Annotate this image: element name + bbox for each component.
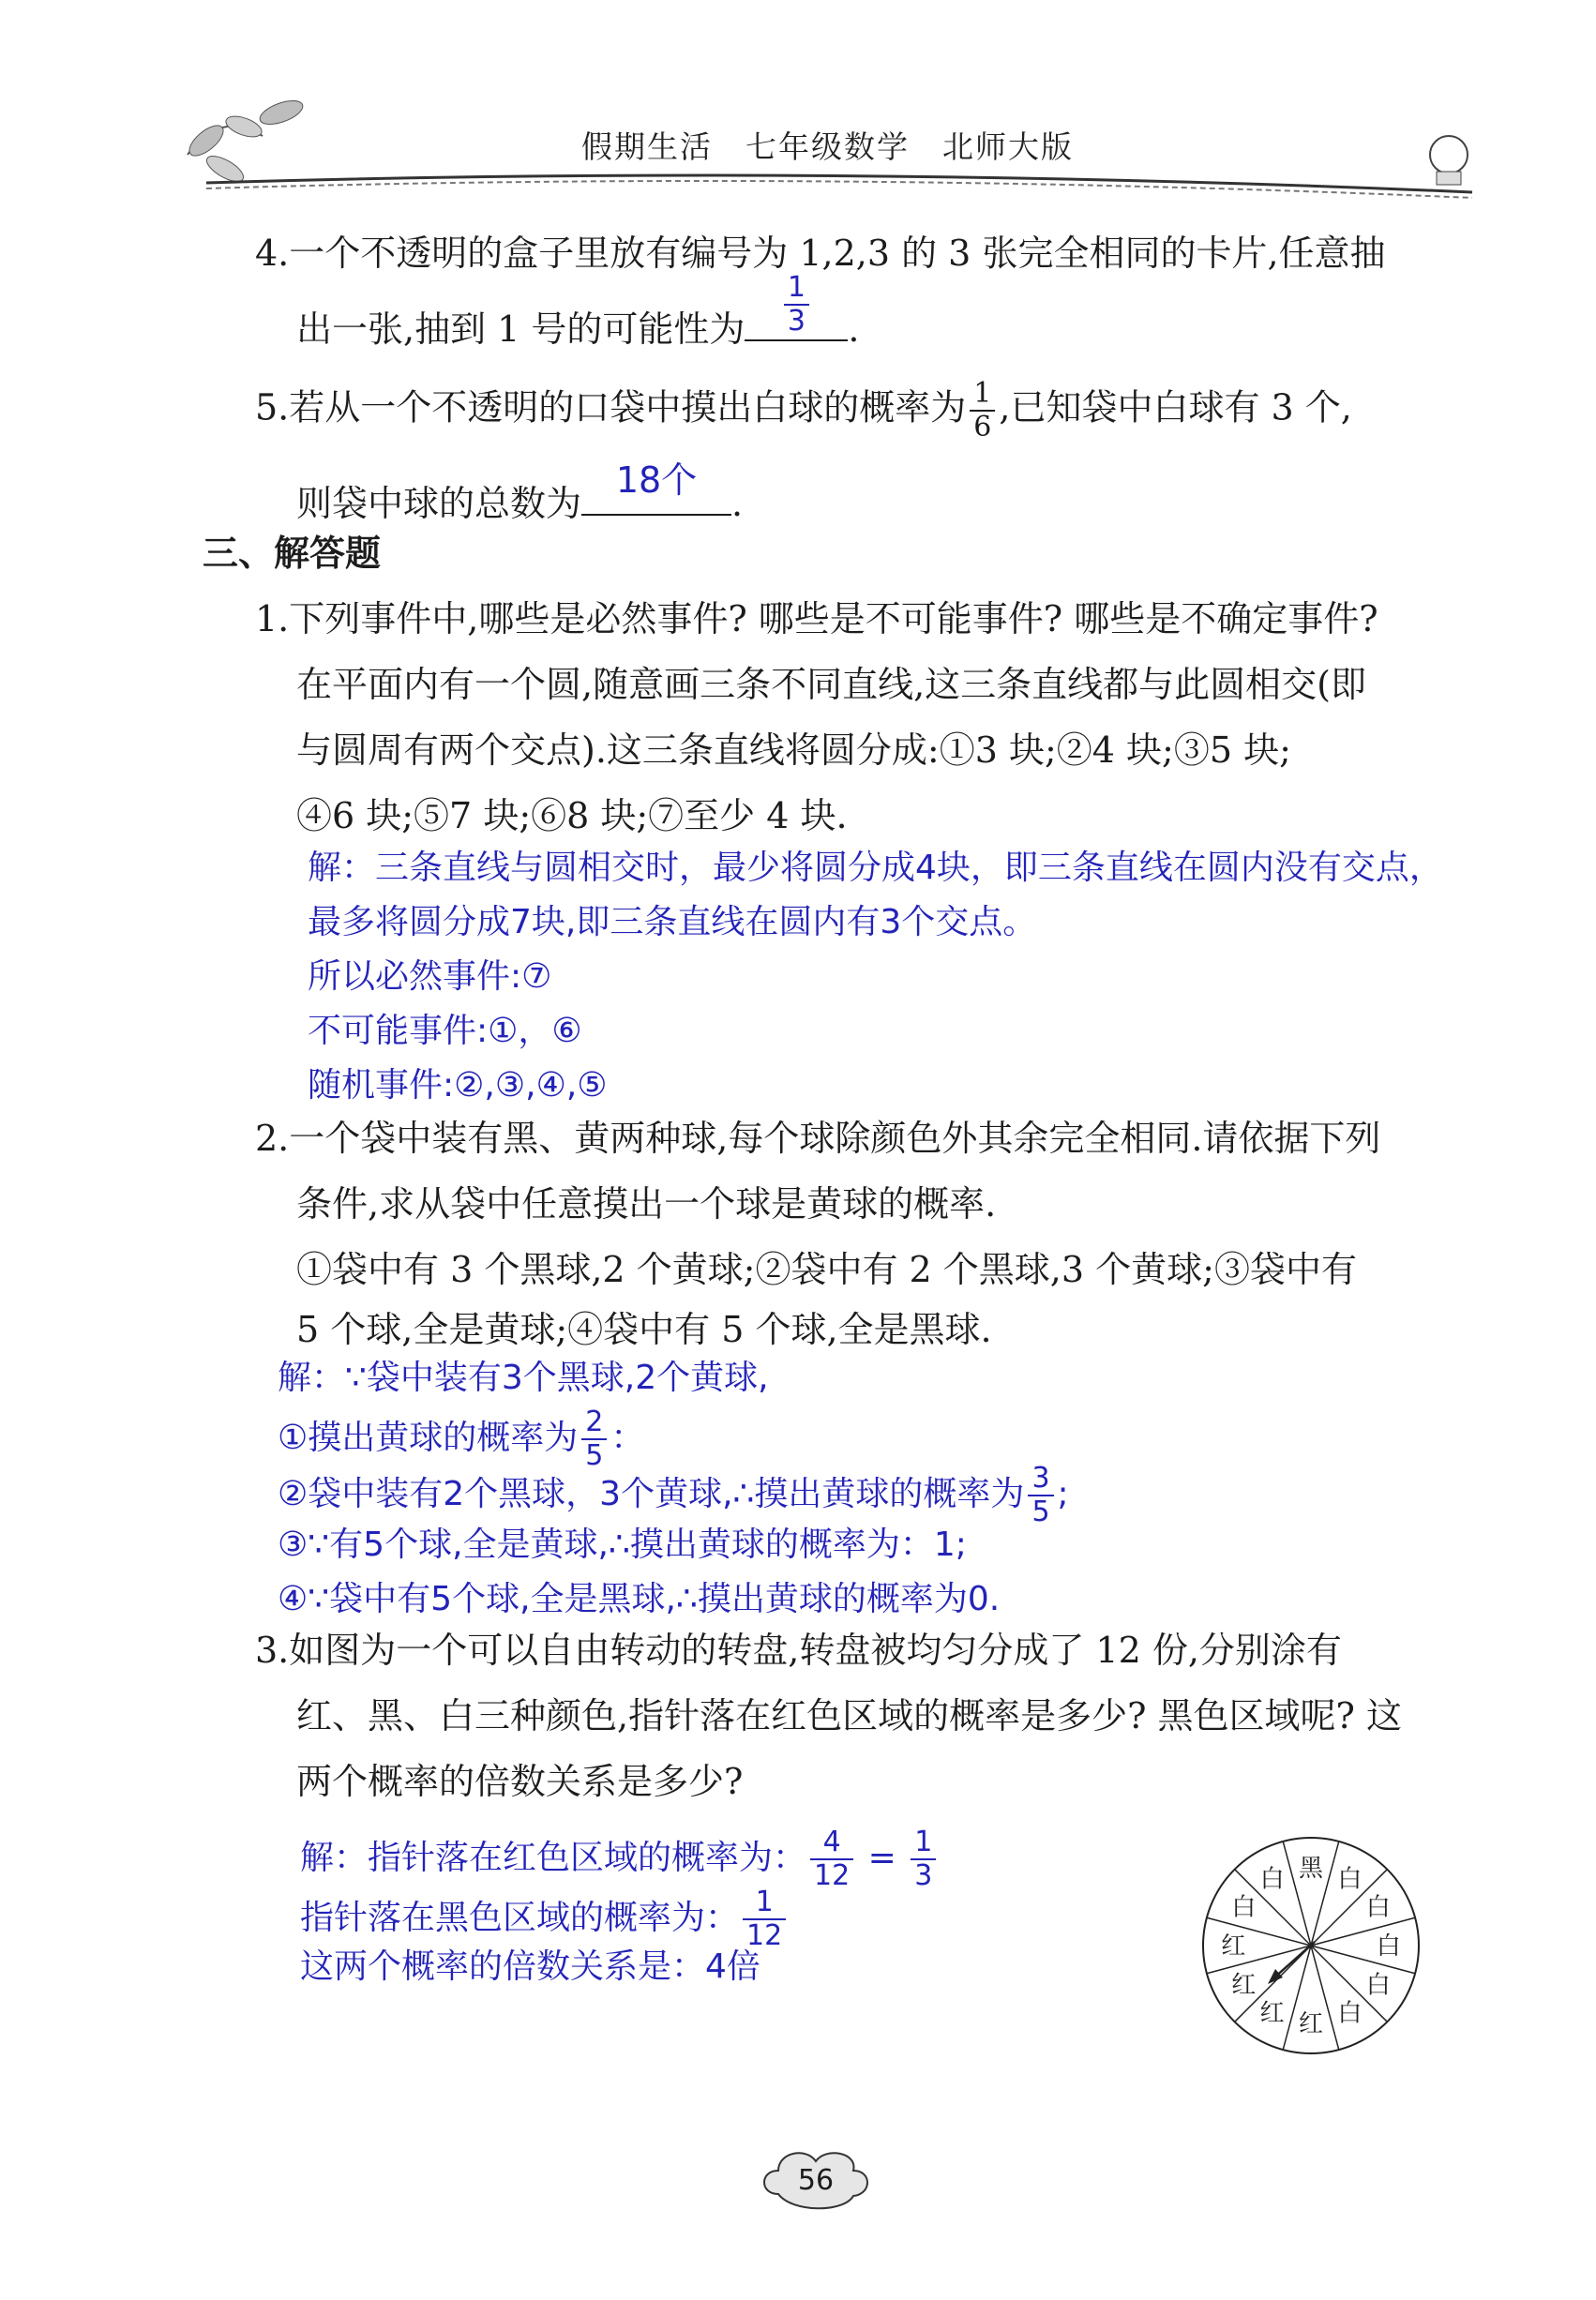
p1-question-line1: 1.下列事件中,哪些是必然事件? 哪些是不可能事件? 哪些是不确定事件? [255, 598, 1378, 639]
q5-fraction: $\frac{1}{6}$ [970, 380, 995, 442]
spinner-label: 白 [1337, 1865, 1363, 1894]
q4-line1: 4.一个不透明的盒子里放有编号为 1,2,3 的 3 张完全相同的卡片,任意抽 [255, 233, 1386, 274]
q5-answer-blank: 18个 [581, 467, 731, 516]
page-number: 56 [797, 2164, 835, 2197]
header [169, 89, 1500, 202]
spinner-label: 白 [1365, 1893, 1391, 1922]
spinner-label: 白 [1376, 1932, 1401, 1961]
p1-answer-line5: 随机事件:②,③,④,⑤ [308, 1066, 608, 1105]
p3-question-line3: 两个概率的倍数关系是多少? [296, 1761, 744, 1802]
p3-answer-line3: 这两个概率的倍数关系是：4倍 [300, 1947, 760, 1986]
spinner-diagram [1198, 1833, 1423, 2058]
p2-question-line1: 2.一个袋中装有黑、黄两种球,每个球除颜色外其余完全相同.请依据下列 [255, 1118, 1381, 1159]
p1-answer-line1: 解：三条直线与圆相交时，最少将圆分成4块，即三条直线在圆内没有交点， [308, 849, 1443, 887]
p2-answer-line3: ②袋中装有2个黑球，3个黄球,∴摸出黄球的概率为 $\frac{3}{5}$ ; [278, 1462, 1069, 1528]
q5-line2: 则袋中球的总数为 18个 . [296, 459, 744, 524]
spinner-label: 黑 [1298, 1855, 1324, 1884]
p1-question-line3: 与圆周有两个交点).这三条直线将圆分成:①3 块;②4 块;③5 块; [296, 729, 1291, 771]
q4-answer-blank [745, 271, 848, 341]
p1-question-line4: ④6 块;⑤7 块;⑥8 块;⑦至少 4 块. [296, 795, 848, 836]
p2-question-line2: 条件,求从袋中任意摸出一个球是黄球的概率. [296, 1183, 997, 1225]
p1-answer-line4: 不可能事件:①，⑥ [308, 1012, 582, 1050]
p3-question-line2: 红、黑、白三种颜色,指针落在红色区域的概率是多少? 黑色区域呢? 这 [296, 1695, 1402, 1736]
p3-answer-line2: 指针落在黑色区域的概率为： $\frac{1}{12}$ [300, 1888, 790, 1950]
spinner-label: 红 [1259, 1999, 1285, 2028]
spinner-label: 白 [1231, 1893, 1257, 1922]
p1-answer-line3: 所以必然事件:⑦ [308, 957, 552, 996]
p2-answer-line2: ①摸出黄球的概率为 $\frac{2}{5}$ ： [278, 1406, 645, 1472]
p3-fraction-3: $\frac{1}{12}$ [743, 1888, 786, 1950]
q4-line2-text: 出一张,抽到 1 号的可能性为 [296, 308, 745, 350]
spinner-label: 红 [1221, 1932, 1246, 1961]
p2-answer-line5: ④∵袋中有5个球,全是黑球,∴摸出黄球的概率为0. [278, 1580, 1001, 1618]
p2-answer-line1: 解：∵袋中装有3个黑球,2个黄球, [278, 1359, 769, 1397]
spinner-label: 白 [1365, 1971, 1391, 2000]
p2-question-line4: 5 个球,全是黄球;④袋中有 5 个球,全是黑球. [296, 1309, 992, 1350]
p2-answer-line4: ③∵有5个球,全是黄球,∴摸出黄球的概率为：1; [278, 1526, 967, 1564]
p3-answer-line1: 解：指针落在红色区域的概率为： $\frac{4}{12}$ = $\frac{1}{3}$ [300, 1828, 940, 1890]
q5-line1: 5.若从一个不透明的口袋中摸出白球的概率为 $\frac{1}{6}$ ,已知袋中白球有 3 个, [255, 377, 1352, 443]
spinner-label: 红 [1231, 1971, 1257, 2000]
p2-question-line3: ①袋中有 3 个黑球,2 个黄球;②袋中有 2 个黑球,3 个黄球;③袋中有 [296, 1249, 1357, 1290]
spinner-label: 白 [1337, 1999, 1363, 2028]
spinner-pointer [1273, 1942, 1315, 1978]
p3-fraction-1: $\frac{4}{12}$ [810, 1828, 853, 1890]
p2-fraction-2: $\frac{3}{5}$ [1028, 1465, 1053, 1526]
section-title: 三、解答题 [203, 533, 382, 574]
p2-fraction-1: $\frac{2}{5}$ [581, 1408, 607, 1470]
spinner-label: 红 [1298, 2009, 1324, 2038]
p1-question-line2: 在平面内有一个圆,随意画三条不同直线,这三条直线都与此圆相交(即 [296, 664, 1366, 705]
header-title: 假期生活 七年级数学 北师大版 [581, 128, 1074, 165]
q4-line2: 出一张,抽到 1 号的可能性为 $\frac{1}{3}$ . [296, 271, 860, 350]
p3-question-line1: 3.如图为一个可以自由转动的转盘,转盘被均匀分成了 12 份,分别涂有 [255, 1630, 1342, 1671]
q4-answer-fraction: $\frac{1}{3}$ [784, 274, 809, 336]
spinner-label: 白 [1259, 1865, 1285, 1894]
page-number-badge [750, 2138, 881, 2222]
p3-fraction-2: $\frac{1}{3}$ [911, 1828, 936, 1890]
p1-answer-line2: 最多将圆分成7块,即三条直线在圆内有3个交点。 [308, 903, 1037, 941]
